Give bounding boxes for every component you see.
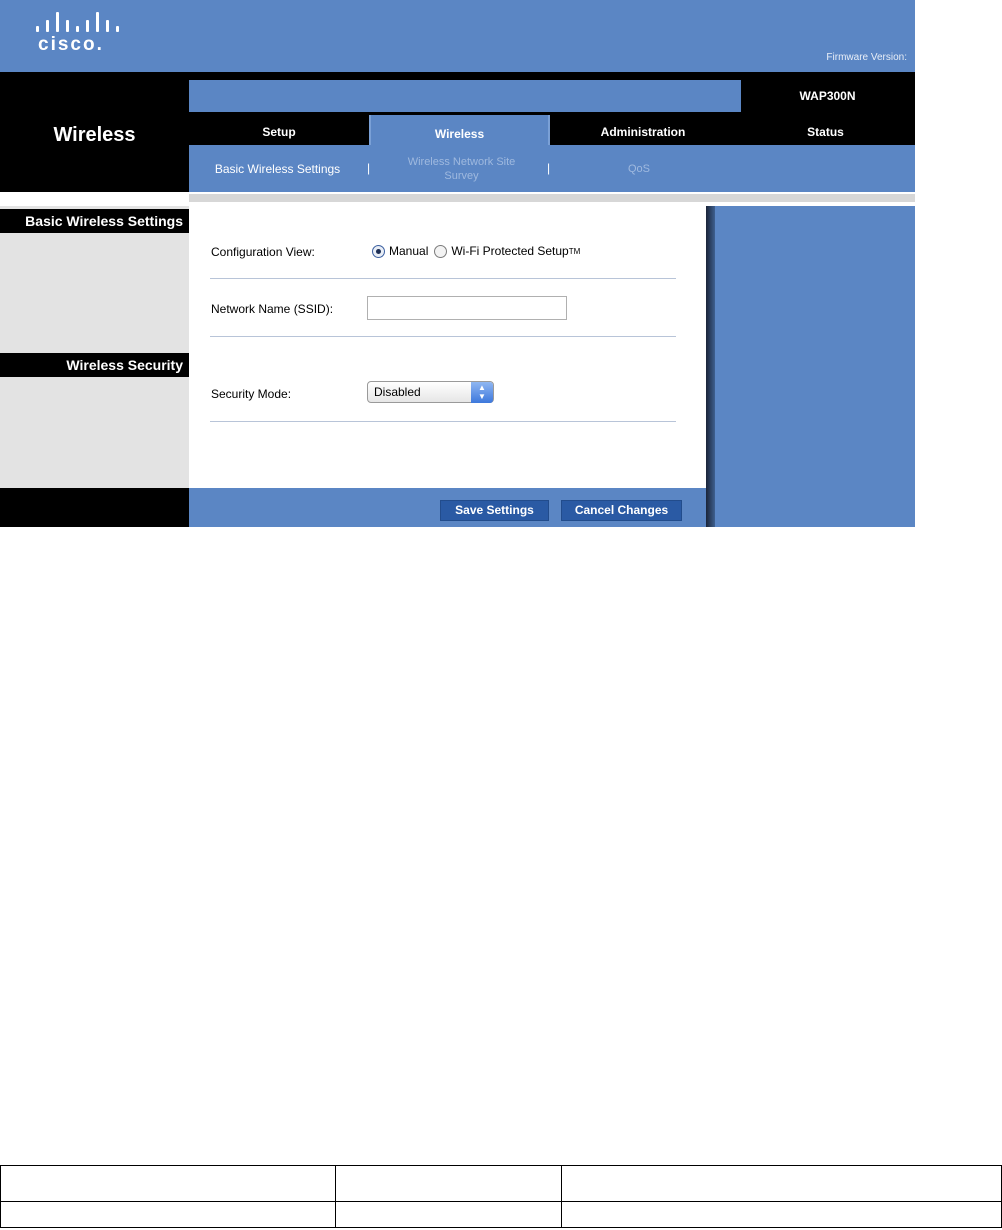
model-name: WAP300N [799, 89, 856, 103]
button-bar [189, 488, 706, 527]
table-cell [336, 1202, 562, 1228]
cancel-changes-button[interactable]: Cancel Changes [561, 500, 682, 521]
page-title: Wireless [53, 124, 136, 146]
router-admin-screen [0, 0, 915, 527]
table-cell [336, 1166, 562, 1202]
left-rail [0, 72, 189, 192]
ssid-input[interactable] [367, 296, 567, 320]
subtab-separator: | [367, 161, 371, 175]
firmware-version: Firmware Version: [826, 52, 907, 63]
table-cell [1, 1202, 336, 1228]
side-label-basic-settings: Basic Wireless Settings [0, 209, 189, 233]
subtab-qos[interactable]: QoS [627, 162, 650, 175]
table-row [1, 1202, 1002, 1228]
divider [210, 336, 676, 337]
ssid-label: Network Name (SSID): [211, 302, 334, 316]
cisco-wordmark: cisco. [38, 34, 104, 55]
cisco-bars-icon [36, 10, 132, 32]
subtab-site-survey[interactable]: Wireless Network Site Survey [407, 155, 516, 182]
subtab-basic-wireless-settings[interactable]: Basic Wireless Settings [214, 161, 341, 176]
config-view-radios [372, 244, 580, 258]
document-table [0, 1165, 1002, 1228]
right-panel [715, 206, 915, 527]
table-row [1, 1166, 1002, 1202]
main-tabs [189, 115, 915, 145]
wps-radio[interactable] [434, 245, 447, 258]
tab-setup-label: Setup [262, 125, 296, 139]
tab-administration-label: Administration [600, 125, 686, 139]
divider-strip [0, 192, 915, 206]
table-cell [1, 1166, 336, 1202]
subtab-separator: | [547, 161, 551, 175]
save-settings-button[interactable]: Save Settings [440, 500, 549, 521]
manual-radio[interactable] [372, 245, 385, 258]
sub-tabs [189, 145, 915, 192]
top-bar-fill [189, 80, 741, 112]
updown-arrow-icon: ▲ ▼ [471, 382, 493, 403]
config-view-label: Configuration View: [211, 245, 315, 259]
security-mode-select[interactable] [367, 381, 494, 403]
top-bar [189, 72, 915, 115]
security-mode-label: Security Mode: [211, 387, 292, 401]
trademark-mark: TM [568, 246, 581, 256]
tab-status-label: Status [807, 125, 844, 139]
tab-administration[interactable] [550, 115, 736, 145]
cisco-logo [36, 10, 136, 56]
table-cell [562, 1202, 1002, 1228]
side-label-wireless-security: Wireless Security [0, 353, 189, 377]
divider [210, 278, 676, 279]
side-panel [0, 206, 189, 488]
tab-status[interactable] [736, 115, 915, 145]
divider [210, 421, 676, 422]
manual-label: Manual [389, 244, 429, 258]
security-mode-value: Disabled [374, 385, 421, 399]
table-cell [562, 1166, 1002, 1202]
header-banner [0, 0, 915, 72]
settings-form [189, 206, 706, 488]
side-footer [0, 488, 189, 527]
tab-wireless[interactable] [369, 115, 550, 147]
tab-wireless-label: Wireless [434, 127, 485, 141]
wps-label: Wi-Fi Protected Setup [451, 244, 569, 258]
tab-setup[interactable] [189, 115, 369, 145]
content-shadow [706, 206, 715, 527]
